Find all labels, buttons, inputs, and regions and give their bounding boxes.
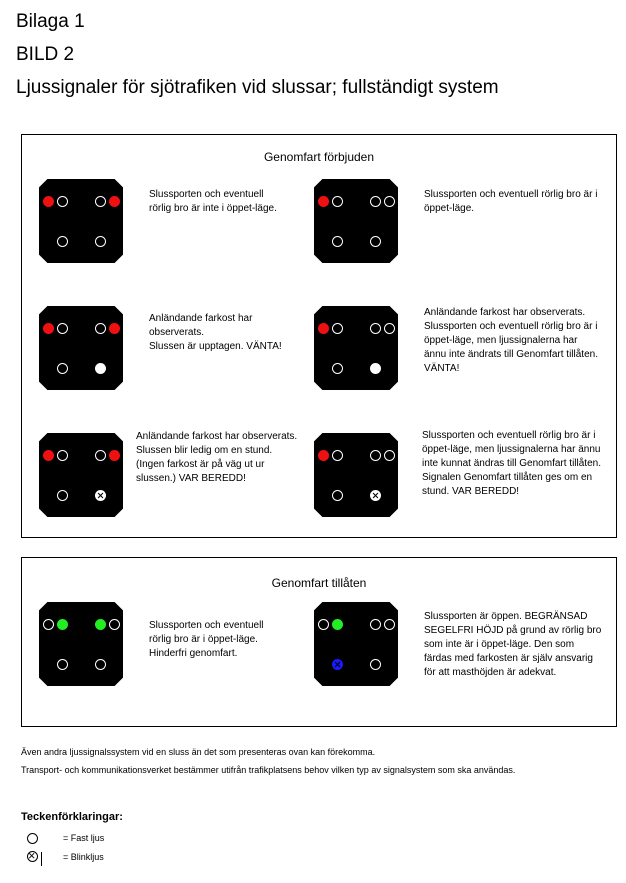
fixed-light-icon — [27, 833, 38, 844]
signal-panel — [39, 602, 123, 686]
lamp-top-right-inner-icon — [95, 619, 106, 630]
signal-description — [424, 188, 614, 216]
lamp-top-right-icon — [109, 196, 120, 207]
lamp-bottom-left-icon — [57, 363, 68, 374]
description-line: stund. VAR BEREDD! — [422, 486, 520, 497]
lamp-top-right-icon — [384, 323, 395, 334]
legend-flashing-label: = Blinkljus — [63, 852, 104, 862]
lamp-top-right-icon — [109, 323, 120, 334]
lamp-top-right-inner-icon — [95, 196, 106, 207]
lamp-top-right-inner-icon — [370, 323, 381, 334]
legend-fixed-label: = Fast ljus — [63, 833, 105, 843]
description-line: Slussen är upptagen. VÄNTA! — [149, 341, 282, 352]
lamp-top-right-inner-icon — [370, 196, 381, 207]
figure-label: BILD 2 — [16, 44, 75, 65]
description-line: Signalen Genomfart tillåten ges om en — [422, 472, 593, 483]
signal-description — [422, 429, 614, 499]
lamp-top-left-inner-icon — [57, 619, 68, 630]
lamp-bottom-right-icon — [370, 236, 381, 247]
description-line: Anländande farkost har — [149, 313, 253, 324]
lamp-top-left-icon — [43, 619, 54, 630]
description-line: öppet-läge, men ljussignalerna har — [424, 335, 578, 346]
description-line: slussen.) VAR BEREDD! — [136, 473, 246, 484]
lamp-bottom-left-icon — [332, 363, 343, 374]
description-line: Slussporten och eventuell rörlig bro är i — [424, 321, 598, 332]
signal-description — [424, 306, 614, 376]
description-line: Hinderfri genomfart. — [149, 648, 238, 659]
signal-panel — [314, 433, 398, 517]
legend-divider — [41, 852, 42, 866]
lamp-top-left-inner-icon — [332, 619, 343, 630]
description-line: Slussporten och eventuell — [149, 189, 264, 200]
description-line: (Ingen farkost är på väg ut ur — [136, 459, 265, 470]
lamp-top-left-inner-icon — [332, 196, 343, 207]
signal-panel — [314, 306, 398, 390]
section-allowed — [21, 557, 617, 727]
lamp-bottom-left-icon — [332, 490, 343, 501]
description-line: Slussporten och eventuell rörlig bro är i — [424, 189, 598, 200]
signal-description — [149, 188, 319, 216]
section-allowed-title: Genomfart tillåten — [271, 576, 367, 590]
signal-description — [149, 619, 319, 661]
lamp-top-left-inner-icon — [332, 323, 343, 334]
description-line: Slussporten och eventuell rörlig bro är i — [422, 430, 596, 441]
lamp-top-left-icon — [318, 619, 329, 630]
lamp-top-left-icon — [43, 323, 54, 334]
lamp-bottom-right-icon — [370, 490, 381, 501]
lamp-top-left-icon — [318, 450, 329, 461]
description-line: som inte är i öppet-läge. Den som — [424, 639, 575, 650]
signal-description — [136, 430, 316, 486]
lamp-bottom-right-icon — [95, 236, 106, 247]
section-forbidden — [21, 134, 617, 538]
signal-description — [149, 312, 319, 354]
description-line: Anländande farkost har observerats. — [136, 431, 298, 442]
signal-panel — [39, 179, 123, 263]
lamp-top-left-inner-icon — [332, 450, 343, 461]
description-line: Slussporten och eventuell — [149, 620, 264, 631]
lamp-bottom-left-icon — [57, 236, 68, 247]
lamp-top-left-icon — [318, 323, 329, 334]
lamp-bottom-left-icon — [332, 236, 343, 247]
description-line: Slussporten är öppen. BEGRÄNSAD — [424, 611, 588, 622]
description-line: SEGELFRI HÖJD på grund av rörlig bro — [424, 625, 602, 636]
lamp-bottom-left-icon — [57, 659, 68, 670]
description-line: rörlig bro är i öppet-läge. — [149, 634, 258, 645]
lamp-bottom-right-icon — [95, 490, 106, 501]
attachment-label: Bilaga 1 — [16, 11, 85, 32]
lamp-top-right-icon — [384, 196, 395, 207]
section-forbidden-title: Genomfart förbjuden — [263, 150, 375, 164]
note-line-1: Även andra ljussignalssystem vid en sluss än det som presenteras ovan kan förekomma. — [21, 747, 376, 757]
signal-panel — [39, 433, 123, 517]
lamp-top-right-inner-icon — [95, 323, 106, 334]
signal-description — [424, 610, 616, 680]
lamp-bottom-left-icon — [57, 490, 68, 501]
legend-title: Teckenförklaringar: — [21, 811, 123, 823]
note-line-2: Transport- och kommunikationsverket bestämmer utifrån trafikplatsens behov vilken typ av signalsystem som ska användas. — [21, 765, 516, 775]
lamp-bottom-right-icon — [95, 659, 106, 670]
lamp-bottom-right-icon — [370, 659, 381, 670]
description-line: öppet-läge. — [424, 203, 475, 214]
description-line: färdas med farkosten är själv ansvarig — [424, 653, 593, 664]
lamp-top-right-icon — [109, 619, 120, 630]
description-line: för att masthöjden är adekvat. — [424, 667, 557, 678]
lamp-top-right-icon — [109, 450, 120, 461]
description-line: Slussen blir ledig om en stund. — [136, 445, 273, 456]
description-line: VÄNTA! — [424, 363, 460, 374]
lamp-top-left-icon — [43, 450, 54, 461]
description-line: observerats. — [149, 327, 205, 338]
lamp-top-right-inner-icon — [370, 450, 381, 461]
lamp-bottom-left-icon — [332, 659, 343, 670]
lamp-top-left-inner-icon — [57, 323, 68, 334]
lamp-top-right-icon — [384, 619, 395, 630]
lamp-top-right-inner-icon — [95, 450, 106, 461]
lamp-top-left-icon — [318, 196, 329, 207]
lamp-top-left-inner-icon — [57, 196, 68, 207]
description-line: rörlig bro är inte i öppet-läge. — [149, 203, 277, 214]
lamp-bottom-right-icon — [370, 363, 381, 374]
lamp-top-right-inner-icon — [370, 619, 381, 630]
lamp-top-right-icon — [384, 450, 395, 461]
signal-panel — [314, 179, 398, 263]
description-line: inte kunnat ändras till Genomfart tillåten. — [422, 458, 601, 469]
description-line: öppet-läge, men ljussignalerna har ännu — [422, 444, 601, 455]
description-line: Anländande farkost har observerats. — [424, 307, 586, 318]
signal-panel — [314, 602, 398, 686]
description-line: ännu inte ändrats till Genomfart tillåten. — [424, 349, 598, 360]
lamp-top-left-inner-icon — [57, 450, 68, 461]
page-title: Ljussignaler för sjötrafiken vid slussar; fullständigt system — [16, 77, 499, 98]
flashing-light-icon — [27, 851, 38, 862]
signal-panel — [39, 306, 123, 390]
lamp-top-left-icon — [43, 196, 54, 207]
lamp-bottom-right-icon — [95, 363, 106, 374]
